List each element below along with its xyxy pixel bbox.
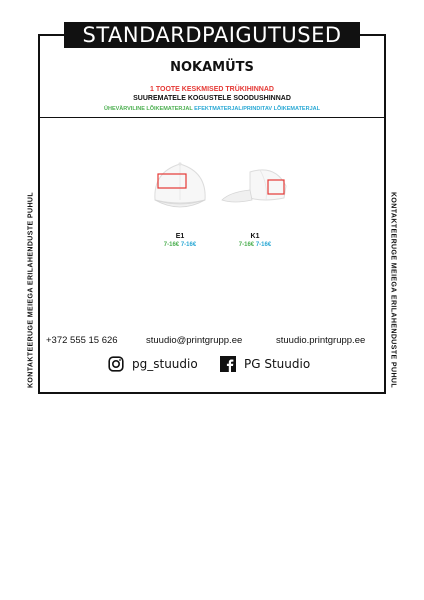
placement-code: K1	[250, 233, 260, 240]
price-note: 1 TOOTE KESKMISED TRÜKIHINNAD	[150, 86, 274, 93]
side-text-right: KONTAKTEERUGE MEIEGA ERILAHENDUSTE PUHUL	[389, 191, 397, 389]
contact-phone[interactable]: +372 555 15 626	[46, 335, 118, 346]
facebook-icon	[220, 356, 236, 372]
header-divider	[38, 117, 386, 118]
material-legend	[38, 106, 386, 112]
discount-note: SUUREMATELE KOGUSTELE SOODUSHINNAD	[133, 95, 291, 102]
cap-side-image	[220, 150, 290, 220]
legend-solid-film: ÜHEVÄRVILINE LÕIKEMATERJAL	[104, 106, 193, 112]
placement-code: E1	[175, 233, 185, 240]
contact-website[interactable]: stuudio.printgrupp.ee	[276, 335, 366, 346]
instagram-icon	[108, 356, 124, 372]
facebook-page-name: PG Stuudio	[244, 357, 311, 371]
cap-front-image	[145, 150, 215, 220]
legend-effect-film: EFEKTMATERJAL/PRINDITAV LÕIKEMATERJAL	[194, 106, 320, 112]
placement-price: 7-16€ 7-16€	[238, 242, 272, 248]
page-title: STANDARDPAIGUTUSED	[64, 22, 360, 48]
placement-e1	[145, 150, 215, 248]
contact-email[interactable]: stuudio@printgrupp.ee	[146, 335, 243, 346]
product-title: NOKAMÜTS	[170, 60, 254, 75]
placement-price: 7-16€ 7-16€	[163, 242, 197, 248]
instagram-link[interactable]	[108, 356, 198, 372]
placement-k1	[220, 150, 290, 248]
side-text-left: KONTAKTEERUGE MEIEGA ERILAHENDUSTE PUHUL	[27, 191, 35, 389]
instagram-handle: pg_stuudio	[132, 357, 198, 371]
facebook-link[interactable]	[220, 356, 310, 372]
